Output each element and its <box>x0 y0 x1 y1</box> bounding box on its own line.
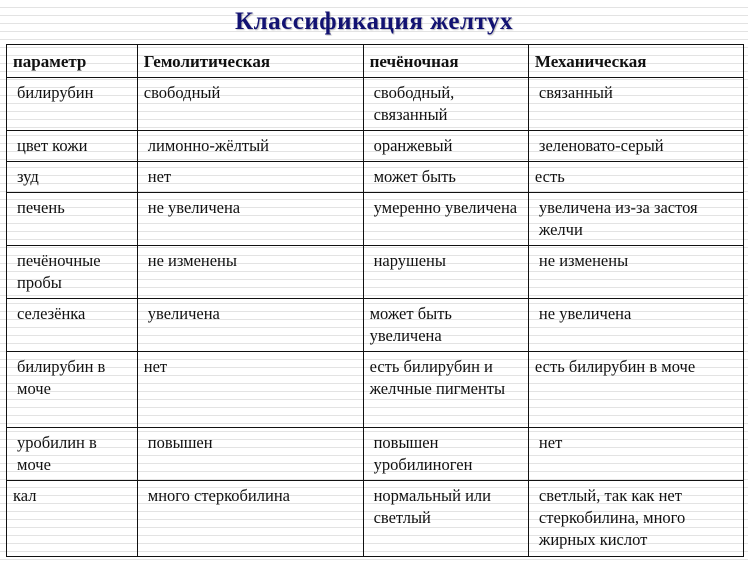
row-hemolytic: лимонно-жёлтый <box>137 131 363 162</box>
row-mechanical: не увеличена <box>528 299 743 352</box>
row-hepatic: может быть <box>363 162 528 193</box>
row-hepatic: повышен уробилиноген <box>363 428 528 481</box>
row-hepatic: оранжевый <box>363 131 528 162</box>
row-parameter: печёночные пробы <box>7 246 138 299</box>
table-header-row <box>7 45 744 78</box>
row-mechanical: нет <box>528 428 743 481</box>
header-hepatic: печёночная <box>363 45 528 78</box>
header-parameter: параметр <box>7 45 138 78</box>
row-parameter: печень <box>7 193 138 246</box>
row-hemolytic: повышен <box>137 428 363 481</box>
row-hepatic: нормальный или светлый <box>363 481 528 557</box>
row-parameter: уробилин в моче <box>7 428 138 481</box>
row-parameter: билирубин <box>7 78 138 131</box>
jaundice-classification-table <box>6 44 744 557</box>
row-hepatic: есть билирубин и желчные пигменты <box>363 352 528 428</box>
row-mechanical: увеличена из-за застоя желчи <box>528 193 743 246</box>
row-hemolytic: не изменены <box>137 246 363 299</box>
row-hemolytic: много стеркобилина <box>137 481 363 557</box>
row-hepatic: умеренно увеличена <box>363 193 528 246</box>
table-row <box>7 428 744 481</box>
table-row <box>7 131 744 162</box>
row-parameter: цвет кожи <box>7 131 138 162</box>
table-row <box>7 193 744 246</box>
table-row <box>7 78 744 131</box>
table-row <box>7 481 744 557</box>
row-hepatic: может быть увеличена <box>363 299 528 352</box>
slide-title: Классификация желтух <box>235 8 513 35</box>
row-mechanical: зеленовато-серый <box>528 131 743 162</box>
row-mechanical: есть <box>528 162 743 193</box>
table-row <box>7 246 744 299</box>
row-hemolytic: свободный <box>137 78 363 131</box>
row-mechanical: светлый, так как нет стеркобилина, много жирных кислот <box>528 481 743 557</box>
row-parameter: зуд <box>7 162 138 193</box>
header-hemolytic: Гемолитическая <box>137 45 363 78</box>
row-hepatic: свободный, связанный <box>363 78 528 131</box>
row-hepatic: нарушены <box>363 246 528 299</box>
row-parameter: кал <box>7 481 138 557</box>
table-row <box>7 299 744 352</box>
row-hemolytic: увеличена <box>137 299 363 352</box>
table-row <box>7 352 744 428</box>
row-mechanical: не изменены <box>528 246 743 299</box>
row-hemolytic: нет <box>137 162 363 193</box>
row-mechanical: есть билирубин в моче <box>528 352 743 428</box>
row-hemolytic: не увеличена <box>137 193 363 246</box>
header-mechanical: Механическая <box>528 45 743 78</box>
row-parameter: селезёнка <box>7 299 138 352</box>
table-row <box>7 162 744 193</box>
row-parameter: билирубин в моче <box>7 352 138 428</box>
row-mechanical: связанный <box>528 78 743 131</box>
row-hemolytic: нет <box>137 352 363 428</box>
